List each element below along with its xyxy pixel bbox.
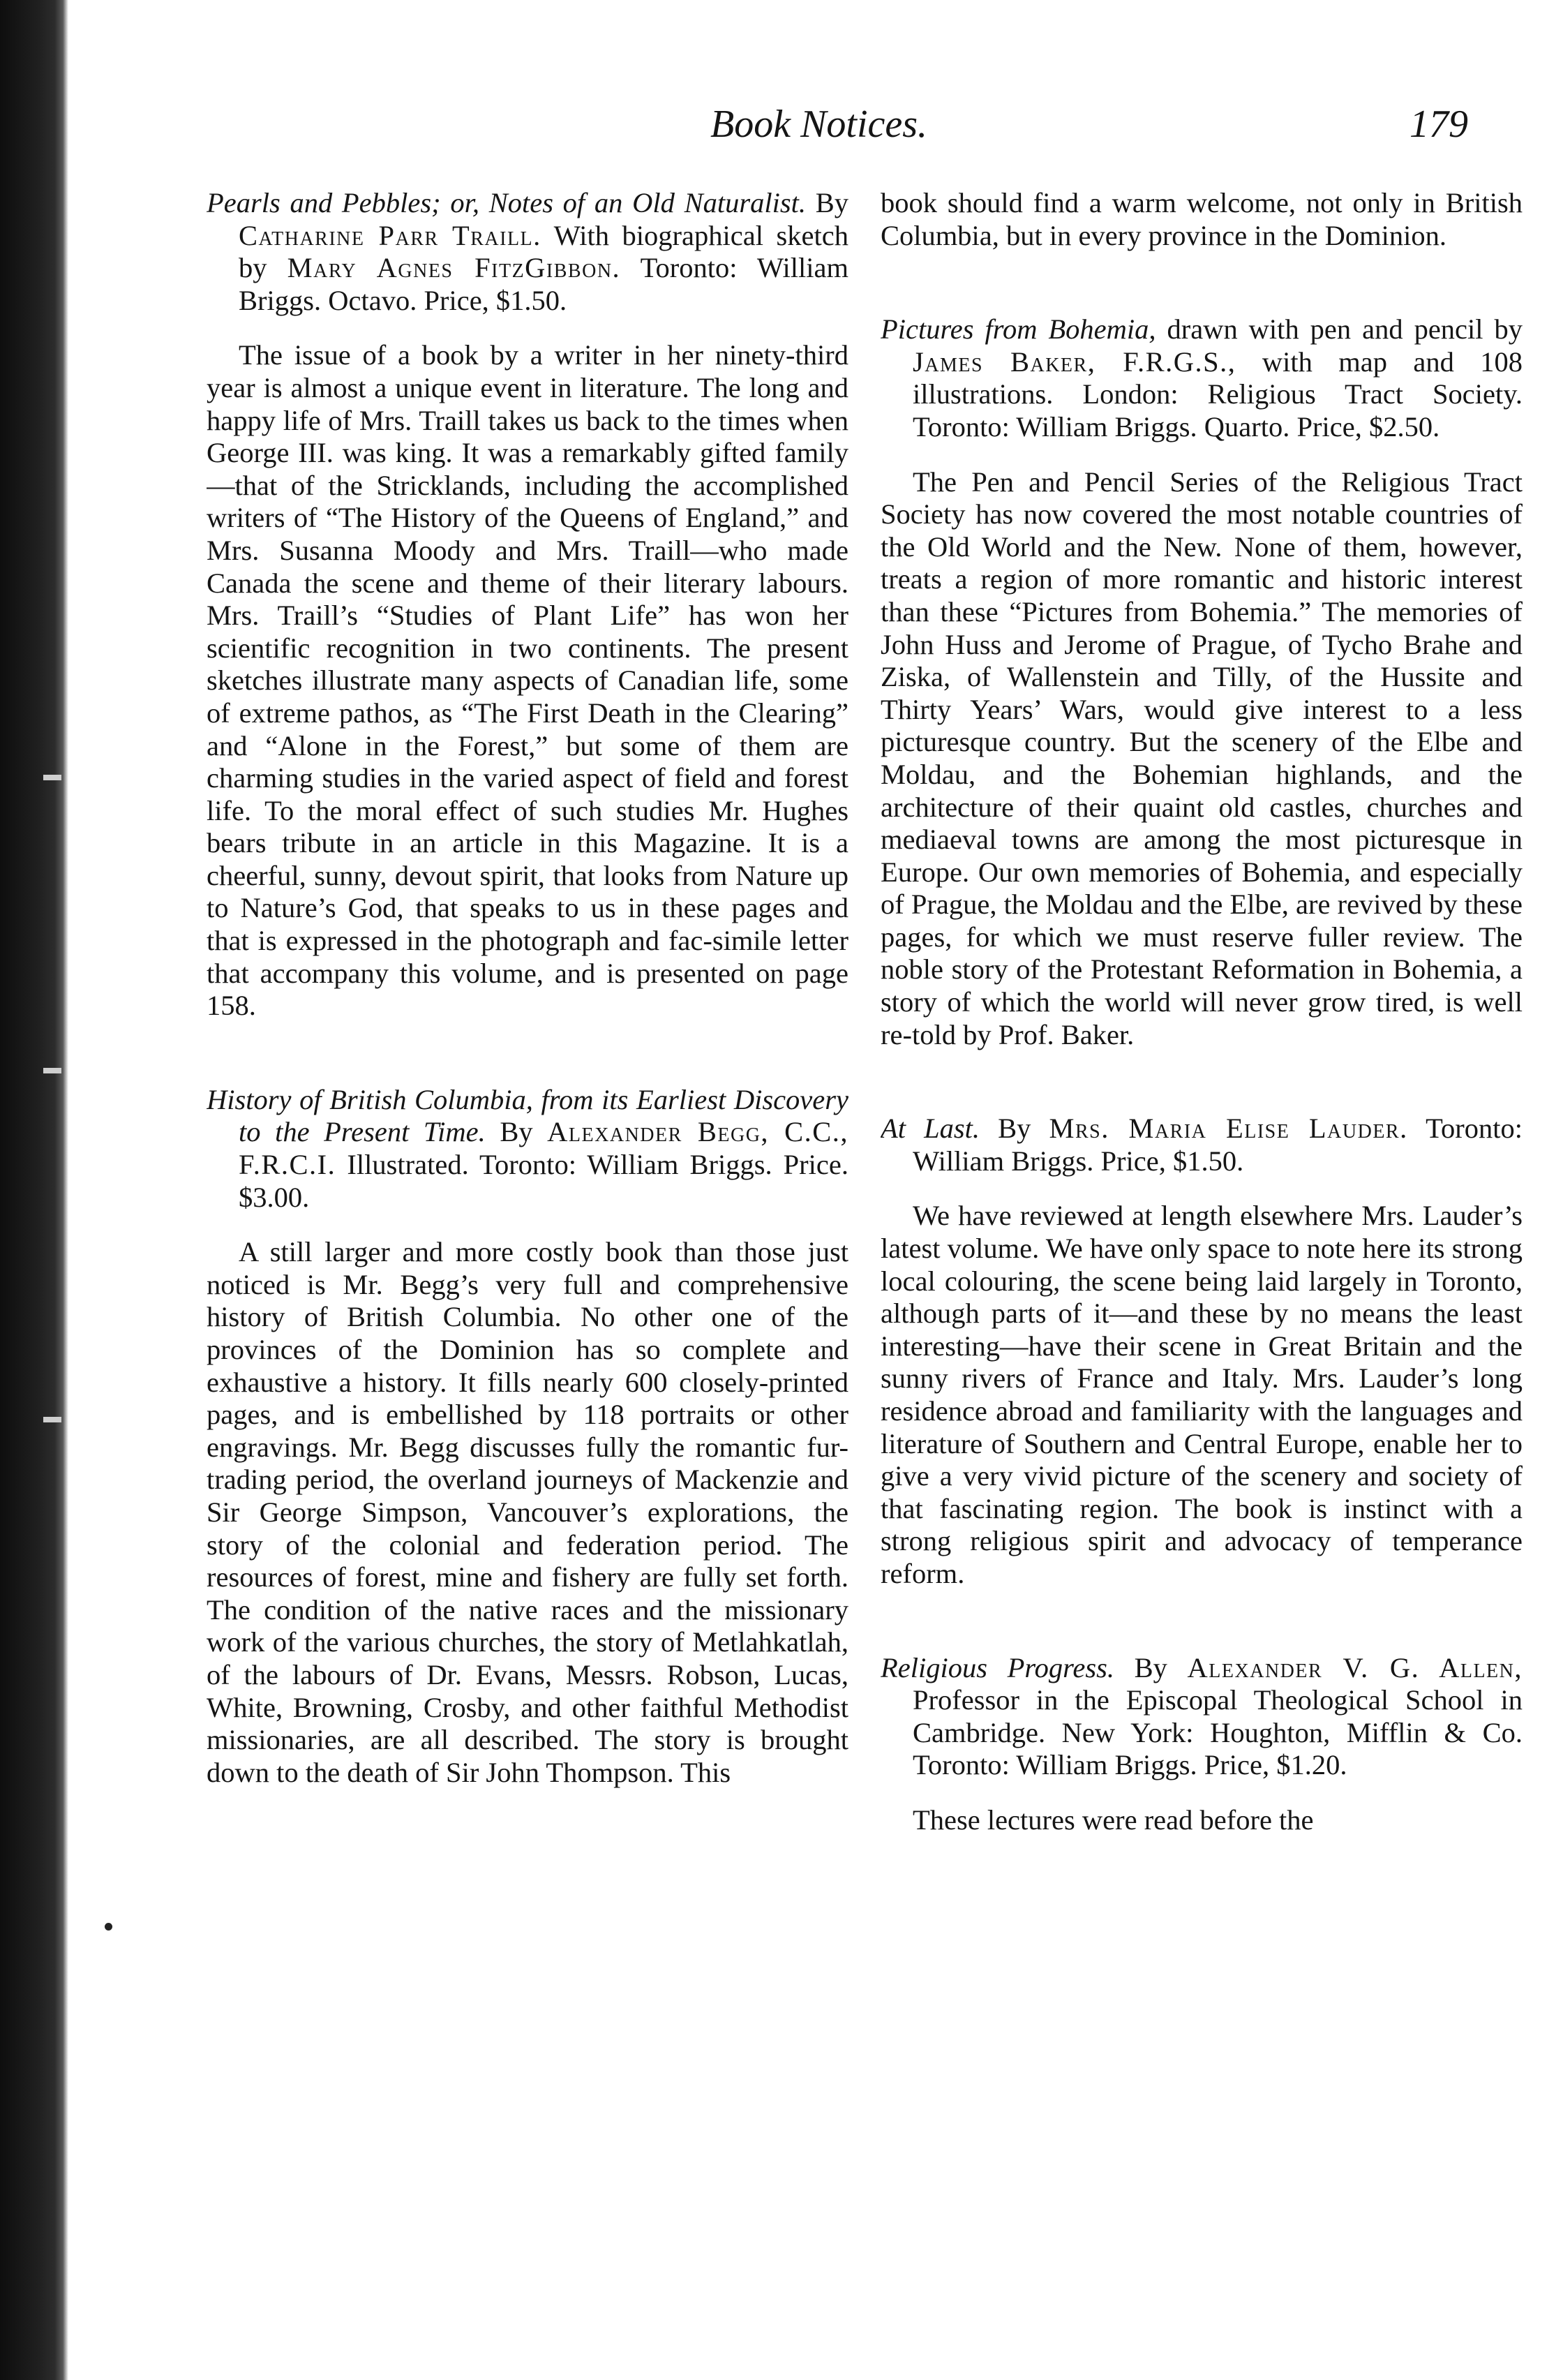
spine-speck [43, 1417, 61, 1422]
page-number: 179 [1409, 103, 1468, 146]
book-title: History of British Columbia, from its Earliest Discovery to the Present Time. [207, 1083, 848, 1148]
publication-details: Toronto: William Briggs. Octavo. Price, $1.50. [239, 252, 848, 316]
publication-details: with map and 108 illustrations. London: Religious Tract Society. Toronto: William Briggs. Quarto. Price, $2.50. [913, 345, 1523, 442]
book-notice [207, 1084, 848, 1789]
secondary-author: Mary Agnes FitzGibbon. [287, 252, 621, 284]
byline: By [815, 187, 848, 218]
section-gap [881, 252, 1523, 313]
notice-body: book should find a warm welcome, not only in British Columbia, but in every province in the Dominion. [881, 187, 1523, 251]
spine-speck [43, 775, 61, 780]
notice-heading [207, 1084, 848, 1214]
author-name: Mrs. Maria Elise Lauder. [1049, 1113, 1408, 1145]
notice-body: The Pen and Pencil Series of the Religious Tract Society has now covered the most notable countries of the Old World and the New. None of them, however, treats a region of more romantic and historic interest than these “Pictures from Bohemia.” The memories of John Huss and Jerome of Prague, of Tycho Brahe and Ziska, of Wallenstein and Tilly, of the Hussite and Thirty Years’ Wars, would give interest to a less picturesque country. But the scenery of the Elbe and Moldau, and the Bohemian highlands, and the architecture of their quaint old castles, churches and mediaeval towns are among the most picturesque in Europe. Our own memories of Bohemia, and especially of Prague, the Moldau and the Elbe, are revived by these pages, for which we must reserve fuller review. The noble story of the Protestant Reformation in Bohemia, a story of which the world will never grow tired, is well re-told by Prof. Baker. [881, 466, 1523, 1050]
byline: By [500, 1116, 533, 1148]
author-name: Catharine Parr Traill. [239, 219, 541, 251]
author-name: James Baker, F.R.G.S., [913, 345, 1236, 378]
notice-body: The issue of a book by a writer in her ninety-third year is almost a unique event in literature. The long and happy life of Mrs. Traill takes us back to the times when George III. was king. It was a remarkably gifted family—that of the Stricklands, including the accomplished writers of “The History of the Queens of England,” and Mrs. Susanna Moody and Mrs. Traill—who made Canada the scene and theme of their literary labours. Mrs. Traill’s “Studies of Plant Life” has won her scientific recognition in two continents. The present sketches illustrate many aspects of Canadian life, some of extreme pathos, as “The First Death in the Clearing” and “Alone in the Forest,” but some of them are charming studies in the varied aspect of field and forest life. To the moral effect of such studies Mr. Hughes bears tribute in an article in this Magazine. It is a cheerful, sunny, devout spirit, that looks from Nature up to Nature’s God, that speaks to us in these pages and that is expressed in the photograph and fac-simile letter that accompany this volume, and is presented on page 158. [207, 339, 848, 1022]
section-gap [207, 1022, 848, 1084]
publication-details: With biographical sketch by [239, 219, 848, 284]
spine-speck [43, 1068, 61, 1073]
notice-heading [881, 313, 1523, 443]
book-notice [881, 1652, 1523, 1837]
byline: By [998, 1113, 1031, 1145]
book-title: Pictures from Bohemia, [881, 313, 1156, 345]
book-notice [881, 313, 1523, 1051]
notice-body: A still larger and more costly book than those just noticed is Mr. Begg’s very full and comprehensive history of British Columbia. No other one of the provinces of the Dominion has so complete and exhaustive a history. It fills nearly 600 closely-printed pages, and is embellished by 118 portraits or other engravings. Mr. Begg discusses fully the romantic fur-trading period, the overland journeys of Mackenzie and Sir George Simpson, Vancouver’s explorations, the story of the colonial and federation period. The resources of forest, mine and fishery are fully set forth. The condition of the native races and the missionary work of the various churches, the story of Metlahkatlah, of the labours of Dr. Evans, Messrs. Robson, Lucas, White, Browning, Crosby, and other faithful Methodist missionaries, are all described. The story is brought down to the death of Sir John Thompson. This [207, 1236, 848, 1788]
author-name: Alexander Begg, C.C., F.R.C.I. [239, 1116, 848, 1181]
byline: drawn with pen and pencil by [1167, 313, 1523, 345]
book-title: At Last. [881, 1113, 980, 1145]
left-column [207, 187, 848, 2358]
book-notice [881, 1113, 1523, 1590]
ink-speck [105, 1923, 112, 1931]
author-name: Alexander V. G. Allen, [1187, 1651, 1523, 1683]
right-column [881, 187, 1523, 2358]
book-title: Pearls and Pebbles; or, Notes of an Old Naturalist. [207, 187, 807, 218]
notice-body: We have reviewed at length elsewhere Mrs. Lauder’s latest volume. We have only space to note here its strong local colouring, the scene being laid largely in Toronto, although parts of it—and these by no means the least interesting—have their scene in Great Britain and the sunny rivers of France and Italy. Mrs. Lauder’s long residence abroad and familiarity with the languages and literature of Southern and Central Europe, enable her to give a very vivid picture of the scenery and society of that fascinating region. The book is instinct with a strong religious spirit and advocacy of temperance reform. [881, 1200, 1523, 1589]
section-gap [881, 1591, 1523, 1652]
section-gap [881, 1051, 1523, 1113]
book-title: Religious Progress. [881, 1651, 1114, 1683]
publication-details: Professor in the Episcopal Theological School in Cambridge. New York: Houghton, Mifflin & Co. Toronto: William Briggs. Price, $1.20. [913, 1684, 1523, 1781]
publication-details: Illustrated. Toronto: William Briggs. Price. $3.00. [239, 1149, 848, 1213]
book-notice [207, 187, 848, 1022]
notice-heading [881, 1113, 1523, 1177]
byline: By [1134, 1651, 1167, 1683]
notice-body: These lectures were read before the [913, 1803, 1314, 1836]
publication-details: Toronto: William Briggs. Price, $1.50. [913, 1113, 1523, 1177]
running-title: Book Notices. [710, 103, 928, 146]
page-header [710, 96, 1468, 152]
notice-heading [881, 1652, 1523, 1782]
book-notice-continuation [881, 187, 1523, 252]
book-spine-shadow [0, 0, 68, 2380]
notice-heading [207, 187, 848, 317]
